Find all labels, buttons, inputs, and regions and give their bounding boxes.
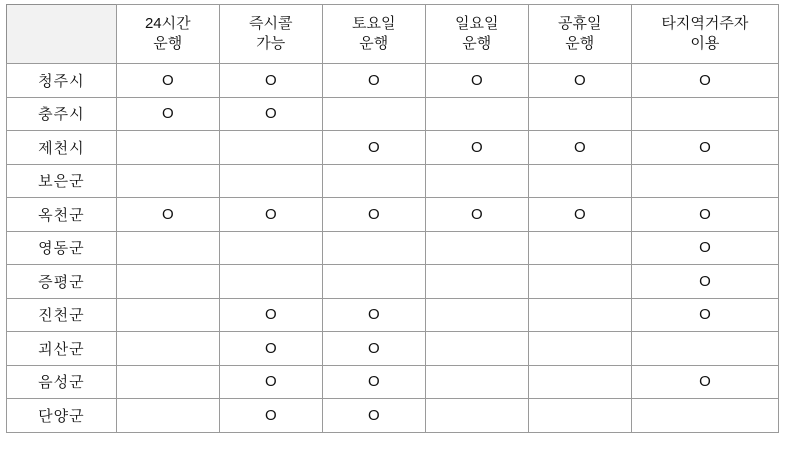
column-header-24h <box>116 5 219 64</box>
table-header <box>7 5 779 64</box>
column-header-holiday-line1: 공휴일 <box>558 14 602 32</box>
header-row <box>7 5 779 64</box>
cell-r1-c5 <box>631 97 778 131</box>
row-label-2: 제천시 <box>7 131 117 165</box>
cell-r6-c3 <box>425 265 528 299</box>
table-row <box>7 399 779 433</box>
column-header-saturday-line2: 운행 <box>359 35 389 52</box>
table-corner-cell <box>7 5 117 64</box>
cell-r5-c0 <box>116 231 219 265</box>
cell-r0-c3: O <box>425 64 528 98</box>
table-row <box>7 332 779 366</box>
table-row <box>7 64 779 98</box>
column-header-nonresident-line1: 타지역거주자 <box>661 14 749 32</box>
row-label-1: 충주시 <box>7 97 117 131</box>
table-body <box>7 64 779 433</box>
cell-r8-c3 <box>425 332 528 366</box>
cell-r8-c5 <box>631 332 778 366</box>
column-header-sunday <box>425 5 528 64</box>
column-header-instant-call-line2: 가능 <box>256 35 286 52</box>
cell-r2-c5: O <box>631 131 778 165</box>
cell-r8-c1: O <box>219 332 322 366</box>
cell-r4-c4: O <box>528 198 631 232</box>
cell-r10-c0 <box>116 399 219 433</box>
cell-r5-c5: O <box>631 231 778 265</box>
row-label-6: 증평군 <box>7 265 117 299</box>
cell-r8-c4 <box>528 332 631 366</box>
service-matrix-table <box>6 4 779 433</box>
cell-r5-c3 <box>425 231 528 265</box>
cell-r7-c0 <box>116 298 219 332</box>
cell-r7-c4 <box>528 298 631 332</box>
cell-r2-c2: O <box>322 131 425 165</box>
cell-r2-c0 <box>116 131 219 165</box>
cell-r9-c0 <box>116 365 219 399</box>
row-label-0: 청주시 <box>7 64 117 98</box>
cell-r0-c4: O <box>528 64 631 98</box>
cell-r10-c5 <box>631 399 778 433</box>
cell-r1-c0: O <box>116 97 219 131</box>
cell-r0-c5: O <box>631 64 778 98</box>
cell-r8-c2: O <box>322 332 425 366</box>
cell-r10-c3 <box>425 399 528 433</box>
table-row <box>7 231 779 265</box>
cell-r0-c2: O <box>322 64 425 98</box>
row-label-8: 괴산군 <box>7 332 117 366</box>
cell-r10-c1: O <box>219 399 322 433</box>
cell-r5-c4 <box>528 231 631 265</box>
cell-r7-c2: O <box>322 298 425 332</box>
cell-r3-c5 <box>631 164 778 198</box>
cell-r3-c0 <box>116 164 219 198</box>
cell-r0-c1: O <box>219 64 322 98</box>
column-header-sunday-line2: 운행 <box>462 35 492 52</box>
cell-r4-c0: O <box>116 198 219 232</box>
row-label-7: 진천군 <box>7 298 117 332</box>
table-row <box>7 97 779 131</box>
cell-r5-c2 <box>322 231 425 265</box>
cell-r8-c0 <box>116 332 219 366</box>
cell-r6-c2 <box>322 265 425 299</box>
cell-r9-c2: O <box>322 365 425 399</box>
row-label-3: 보은군 <box>7 164 117 198</box>
table-row <box>7 298 779 332</box>
cell-r1-c4 <box>528 97 631 131</box>
cell-r1-c2 <box>322 97 425 131</box>
cell-r6-c0 <box>116 265 219 299</box>
cell-r7-c5: O <box>631 298 778 332</box>
column-header-instant-call <box>219 5 322 64</box>
cell-r10-c2: O <box>322 399 425 433</box>
column-header-holiday <box>528 5 631 64</box>
column-header-saturday-line1: 토요일 <box>352 14 396 32</box>
cell-r4-c5: O <box>631 198 778 232</box>
cell-r7-c3 <box>425 298 528 332</box>
cell-r10-c4 <box>528 399 631 433</box>
row-label-5: 영동군 <box>7 231 117 265</box>
cell-r3-c3 <box>425 164 528 198</box>
table-row <box>7 365 779 399</box>
cell-r6-c4 <box>528 265 631 299</box>
column-header-instant-call-line1: 즉시콜 <box>249 14 293 32</box>
row-label-10: 단양군 <box>7 399 117 433</box>
table-row <box>7 164 779 198</box>
cell-r1-c3 <box>425 97 528 131</box>
cell-r4-c1: O <box>219 198 322 232</box>
cell-r0-c0: O <box>116 64 219 98</box>
column-header-24h-line1: 24시간 <box>144 14 191 32</box>
cell-r9-c3 <box>425 365 528 399</box>
row-label-9: 음성군 <box>7 365 117 399</box>
cell-r9-c5: O <box>631 365 778 399</box>
cell-r3-c2 <box>322 164 425 198</box>
cell-r2-c4: O <box>528 131 631 165</box>
column-header-holiday-line2: 운행 <box>565 35 595 52</box>
column-header-nonresident <box>631 5 778 64</box>
cell-r6-c1 <box>219 265 322 299</box>
cell-r2-c1 <box>219 131 322 165</box>
cell-r9-c1: O <box>219 365 322 399</box>
column-header-sunday-line1: 일요일 <box>455 14 499 32</box>
cell-r2-c3: O <box>425 131 528 165</box>
cell-r5-c1 <box>219 231 322 265</box>
cell-r3-c4 <box>528 164 631 198</box>
table-row <box>7 131 779 165</box>
column-header-saturday <box>322 5 425 64</box>
row-label-4: 옥천군 <box>7 198 117 232</box>
cell-r4-c2: O <box>322 198 425 232</box>
cell-r1-c1: O <box>219 97 322 131</box>
cell-r4-c3: O <box>425 198 528 232</box>
cell-r3-c1 <box>219 164 322 198</box>
table-row <box>7 198 779 232</box>
cell-r9-c4 <box>528 365 631 399</box>
column-header-nonresident-line2: 이용 <box>690 35 720 52</box>
table-row <box>7 265 779 299</box>
cell-r7-c1: O <box>219 298 322 332</box>
column-header-24h-line2: 운행 <box>153 35 183 52</box>
cell-r6-c5: O <box>631 265 778 299</box>
